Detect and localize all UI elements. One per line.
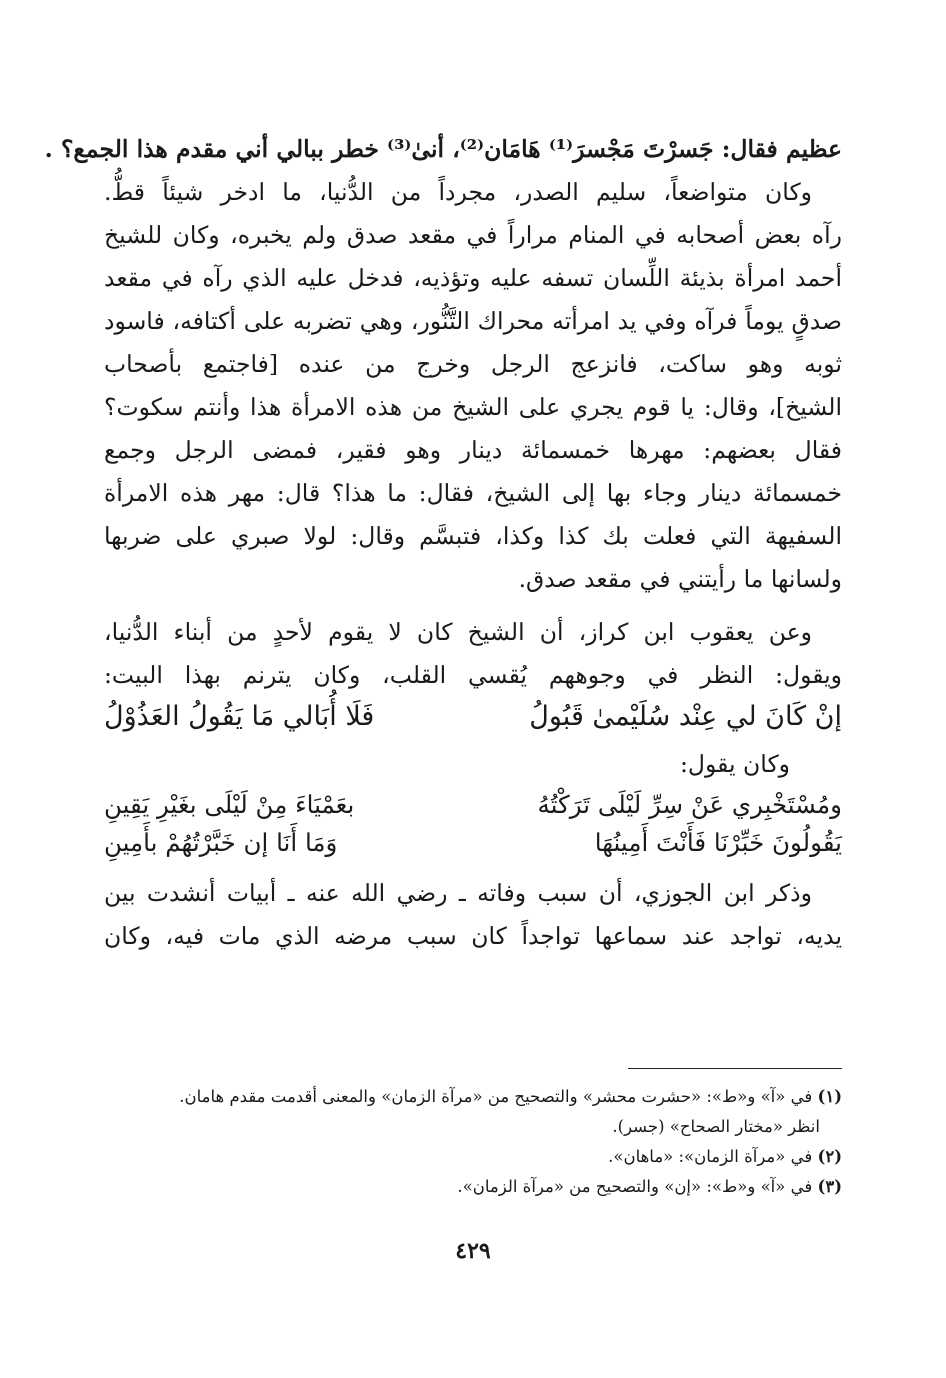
text-line: أحمد امرأة بذيئة اللِّسان تسفه عليه وتؤذيه، فدخل عليه الذي رآه في مقعد bbox=[104, 264, 842, 292]
verse-line bbox=[104, 697, 842, 737]
verse-line bbox=[104, 786, 842, 824]
text-line: وكان متواضعاً، سليم الصدر، مجرداً من الدُّنيا، ما ادخر شيئاً قطُّ. bbox=[104, 178, 812, 206]
text-line: يديه، تواجد عند سماعها تواجداً كان سبب مرضه الذي مات فيه، وكان bbox=[104, 922, 842, 950]
verse-line bbox=[104, 824, 842, 862]
verse-second-hemistich: بعَمْيَاءَ مِنْ لَيْلَى بغَيْرِ يَقِينِ bbox=[104, 790, 355, 819]
footnote-number: (١) bbox=[817, 1087, 842, 1106]
footnote bbox=[104, 1142, 842, 1172]
text-line: وعن يعقوب ابن كراز، أن الشيخ كان لا يقوم لأحدٍ من أبناء الدُّنيا، bbox=[104, 618, 812, 646]
text-line: الشيخ]، وقال: يا قوم يجري على الشيخ من هذه الامرأة هذا وأنتم سكوت؟ bbox=[104, 393, 842, 421]
text-line: السفيهة التي فعلت بك كذا وكذا، فتبسَّم وقال: لولا صبري على ضربها bbox=[104, 522, 842, 550]
footnote-number: (٢) bbox=[817, 1147, 842, 1166]
text-line: صدقٍ يوماً فرآه وفي يد امرأته محراك التَّنُّور، وهي تضربه على أكتافه، فاسود bbox=[104, 307, 842, 335]
footnote-separator bbox=[628, 1068, 842, 1069]
footnote-text: انظر «مختار الصحاح» (جسر). bbox=[612, 1117, 820, 1136]
page-number: ٤٢٩ bbox=[455, 1238, 491, 1264]
footnote bbox=[104, 1112, 842, 1142]
footnote-number: (٣) bbox=[817, 1177, 842, 1196]
footnote bbox=[104, 1172, 842, 1202]
text-line: خمسمائة دينار وجاء بها إلى الشيخ، فقال: ما هذا؟ قال: مهر هذه الامرأة bbox=[104, 479, 842, 507]
footnotes bbox=[104, 1082, 842, 1202]
verse-first-hemistich: إنْ كَانَ لي عِنْد سُلَيْمىٰ قَبُولُ bbox=[529, 701, 842, 732]
footnote-text: في «مرآة الزمان»: «ماهان». bbox=[608, 1147, 813, 1166]
verse-second-hemistich: فَلَا أُبَالي مَا يَقُولُ العَذُوْلُ bbox=[104, 701, 375, 732]
text-line: عظيم فقال: جَسرْتَ مَجْسرَ⁽¹⁾ هَامَان⁽²⁾، أنىٰ⁽³⁾ خطر ببالي أني مقدم هذا الجمع؟ . bbox=[44, 135, 842, 163]
text-line: ثوبه وهو ساكت، فانزعج الرجل وخرج من عنده [فاجتمع بأصحاب bbox=[104, 350, 842, 378]
verse-first-hemistich: يَقُولُونَ خَبِّرْنَا فَأَنْتَ أَمِينُهَا bbox=[594, 828, 842, 857]
footnote-text: في «آ» و«ط»: «حشرت محشر» والتصحيح من «مرآة الزمان» والمعنى أقدمت مقدم هامان. bbox=[179, 1087, 813, 1106]
text-line: ويقول: النظر في وجوههم يُقسي القلب، وكان يترنم بهذا البيت: bbox=[104, 661, 842, 689]
text-line: وكان يقول: bbox=[680, 750, 790, 778]
verse-first-hemistich: ومُسْتَخْبِري عَنْ سِرِّ لَيْلَى تَرَكْتُهُ bbox=[537, 790, 842, 819]
footnote-text: في «آ» و«ط»: «إن» والتصحيح من «مرآة الزمان». bbox=[457, 1177, 813, 1196]
text-line: وذكر ابن الجوزي، أن سبب وفاته ـ رضي الله عنه ـ أبيات أنشدت بين bbox=[104, 879, 812, 907]
text-line: فقال بعضهم: مهرها خمسمائة دينار وهو فقير، فمضى الرجل وجمع bbox=[104, 436, 842, 464]
text-line: رآه بعض أصحابه في المنام مراراً في مقعد صدق ولم يخبره، وكان للشيخ bbox=[104, 221, 842, 249]
verse-second-hemistich: وَمَا أَنَا إن خَبَّرْتُهُمْ بأَمِينِ bbox=[104, 828, 338, 857]
text-line: ولسانها ما رأيتني في مقعد صدق. bbox=[518, 565, 842, 593]
footnote bbox=[104, 1082, 842, 1112]
main-text bbox=[44, 128, 842, 958]
